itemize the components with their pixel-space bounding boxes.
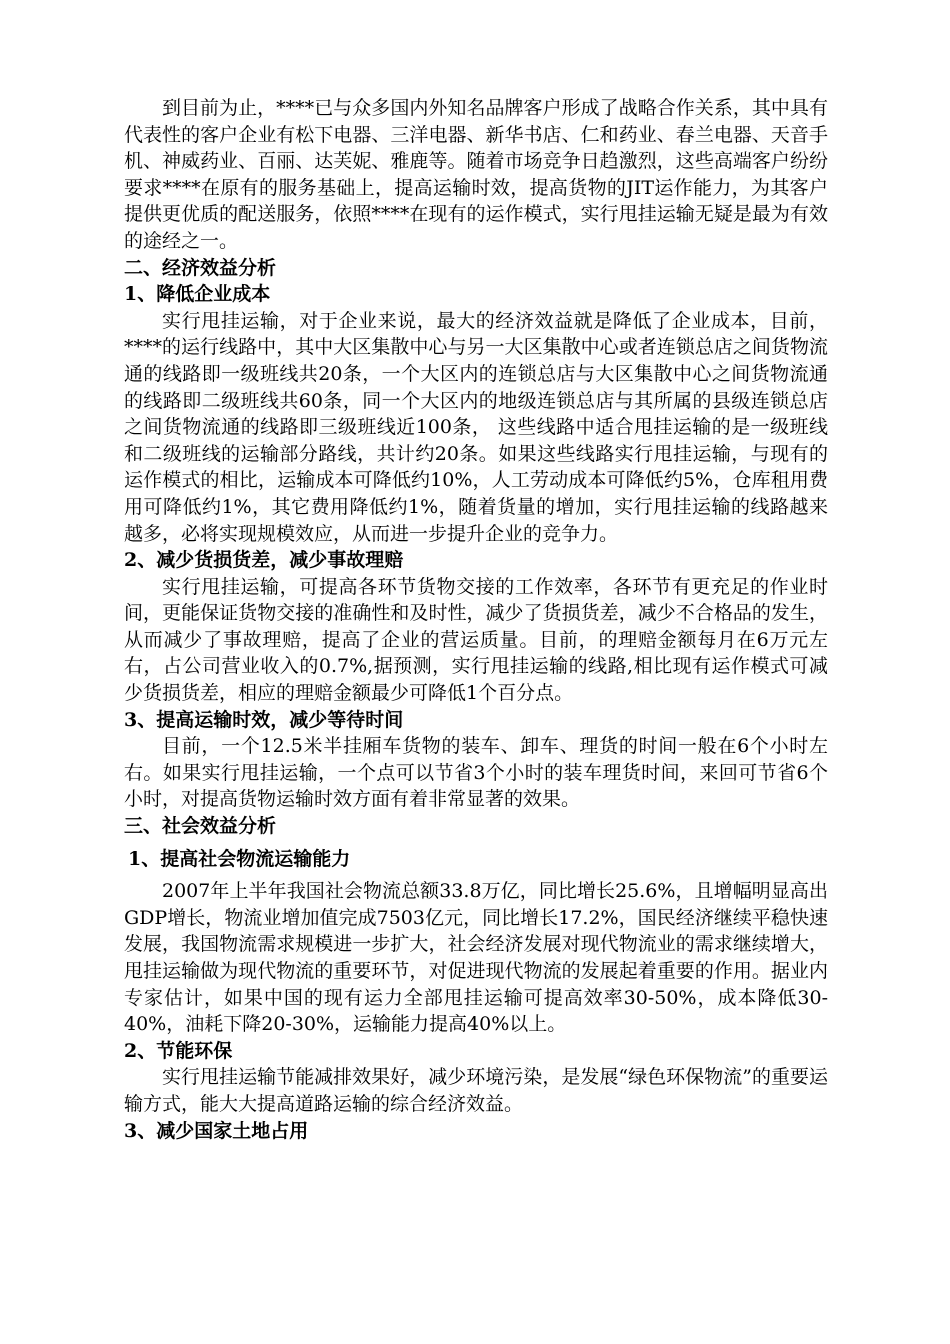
paragraph-logistics-capacity: 2007年上半年我国社会物流总额33.8万亿，同比增长25.6%，且增幅明显高出GDP增长，物流业增加值完成7503亿元，同比增长17.2%，国民经济继续平稳快速发展，我国物流需求规模进一步扩大，社会经济发展对现代物流业的需求继续增大，甩挂运输做为现代物流的重要环节，对促进现代物流的发展起着重要的作用。据业内专家估计，如果中国的现有运力全部甩挂运输可提高效率30-50%，成本降低30-40%，油耗下降20-30%，运输能力提高40%以上。	[124, 880, 828, 1036]
paragraph-energy-saving: 实行甩挂运输节能减排效果好，减少环境污染，是发展“绿色环保物流”的重要运输方式，能大大提高道路运输的综合经济效益。	[124, 1066, 828, 1115]
subsection-heading-logistics-capacity: 1、提高社会物流运输能力	[128, 847, 351, 870]
paragraph-reduce-damage: 实行甩挂运输，可提高各环节货物交接的工作效率，各环节有更充足的作业时间，更能保证货物交接的准确性和及时性，减少了货损货差，减少不合格品的发生，从而减少了事故理赔，提高了企业的营运质量。目前，的理赔金额每月在6万元左右，占公司营业收入的0.7%,据预测，实行甩挂运输的线路,相比现有运作模式可减少货损货差，相应的理赔金额最少可降低1个百分点。	[124, 575, 828, 705]
section-heading-economic: 二、经济效益分析	[124, 256, 277, 279]
paragraph-reduce-cost: 实行甩挂运输，对于企业来说，最大的经济效益就是降低了企业成本，目前，****的运行线路中，其中大区集散中心与另一大区集散中心或者连锁总店之间货物流通的线路即一级班线共20条，一个大区内的连锁总店与大区集散中心之间货物流通的线路即二级班线共60条，同一个大区内的地级连锁总店与其所属的县级连锁总店之间货物流通的线路即三级班线近100条， 这些线路中适合甩挂运输的是一级班线和二级班线的运输部分路线，共计约20条。如果这些线路实行甩挂运输，与现有的运作模式的相比，运输成本可降低约10%，人工劳动成本可降低约5%，仓库租用费用可降低约1%，其它费用降低约1%，随着货量的增加，实行甩挂运输的线路越来越多，必将实现规模效应，从而进一步提升企业的竞争力。	[124, 309, 828, 545]
document-body	[124, 95, 828, 1144]
section-heading-social: 三、社会效益分析	[124, 815, 277, 838]
intro-paragraph: 到目前为止，****已与众多国内外知名品牌客户形成了战略合作关系，其中具有代表性的客户企业有松下电器、三洋电器、新华书店、仁和药业、春兰电器、天音手机、神威药业、百丽、达芙妮、雅鹿等。随着市场竞争日趋激烈，这些高端客户纷纷要求****在原有的服务基础上，提高运输时效，提高货物的JIT运作能力，为其客户提供更优质的配送服务，依照****在现有的运作模式，实行甩挂运输无疑是最为有效的途经之一。	[124, 97, 828, 252]
subsection-heading-reduce-damage: 2、减少货损货差，减少事故理赔	[124, 549, 404, 572]
paragraph-improve-timeliness: 目前，一个12.5米半挂厢车货物的装车、卸车、理货的时间一般在6个小时左右。如果实行甩挂运输，一个点可以节省3个小时的装车理货时间，来回可节省6个小时，对提高货物运输时效方面有着非常显著的效果。	[124, 735, 828, 811]
subsection-heading-reduce-cost: 1、降低企业成本	[124, 283, 271, 306]
subsection-heading-land-use: 3、减少国家土地占用	[124, 1119, 309, 1142]
subsection-heading-improve-timeliness: 3、提高运输时效，减少等待时间	[124, 708, 404, 731]
subsection-heading-energy-saving: 2、节能环保	[124, 1039, 233, 1062]
